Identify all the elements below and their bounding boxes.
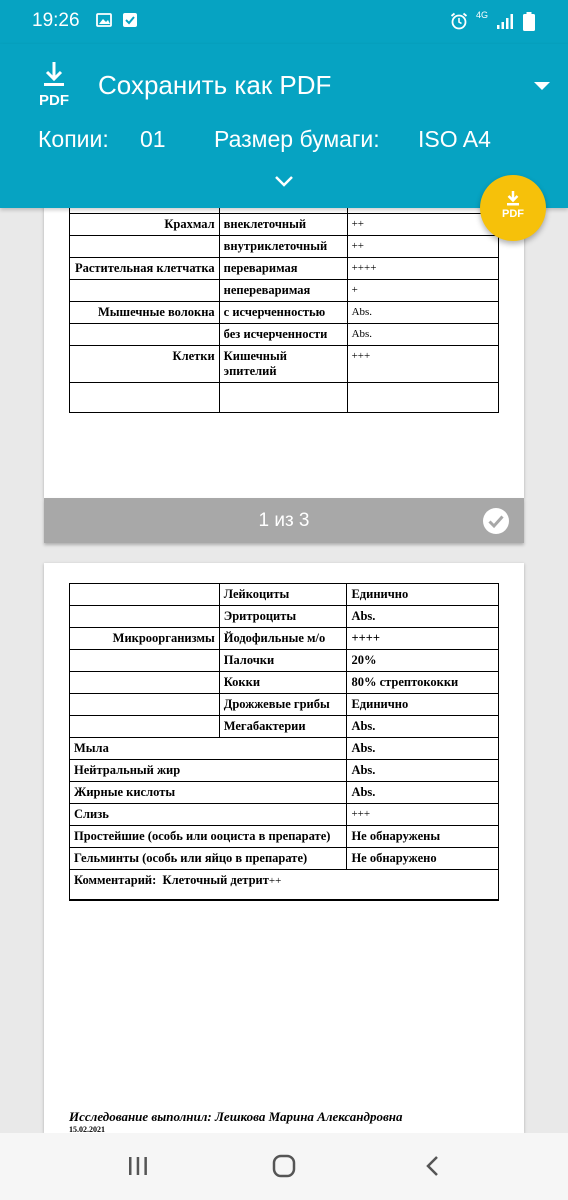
parameter-cell: переваримая xyxy=(219,258,347,280)
category-cell xyxy=(70,324,220,346)
download-icon xyxy=(505,190,521,206)
table-row xyxy=(70,694,499,716)
pdf-logo-text: PDF xyxy=(39,92,69,108)
table-row xyxy=(70,848,499,870)
table-row xyxy=(70,280,499,302)
alarm-icon xyxy=(450,12,468,30)
category-cell: Растительная клетчатка xyxy=(70,258,220,280)
table-row xyxy=(70,302,499,324)
label-cell: Жирные кислоты xyxy=(70,782,347,804)
status-time: 19:26 xyxy=(32,10,80,31)
paper-size-value[interactable]: ISO A4 xyxy=(418,126,491,152)
battery-icon xyxy=(522,12,536,32)
category-cell xyxy=(70,584,220,606)
label-cell: Мыла xyxy=(70,738,347,760)
value-cell: Abs. xyxy=(347,716,499,738)
table-row xyxy=(70,258,499,280)
value-cell: Единично xyxy=(347,584,499,606)
recent-apps-icon[interactable] xyxy=(127,1155,149,1177)
category-cell: Клетки xyxy=(70,346,220,383)
value-cell: Abs. xyxy=(347,324,498,346)
parameter-cell: Мегабактерии xyxy=(219,716,347,738)
parameter-cell: непереваримая xyxy=(219,280,347,302)
value-cell: ++ xyxy=(347,236,498,258)
paper-size-label: Размер бумаги: xyxy=(214,126,380,152)
value-cell: 80% стрептококки xyxy=(347,672,499,694)
table-row xyxy=(70,236,499,258)
table-row xyxy=(70,324,499,346)
back-icon[interactable] xyxy=(424,1155,442,1177)
results-table-page2 xyxy=(69,583,499,901)
page-selector-bar[interactable] xyxy=(44,498,524,543)
value-cell: ++ xyxy=(347,214,498,236)
value-cell: Abs. xyxy=(347,782,499,804)
parameter-cell: Палочки xyxy=(219,650,347,672)
parameter-cell: Эритроциты xyxy=(219,606,347,628)
navigation-bar xyxy=(0,1133,568,1200)
category-cell xyxy=(70,236,220,258)
category-cell: Крахмал xyxy=(70,214,220,236)
label-cell: Простейшие (особь или ооциста в препарате) xyxy=(70,826,347,848)
network-type: 4G xyxy=(476,10,489,20)
parameter-cell: Лейкоциты xyxy=(219,584,347,606)
check-circle-icon[interactable] xyxy=(482,507,510,535)
value-cell: Не обнаружено xyxy=(347,848,499,870)
comment-suffix: ++ xyxy=(268,875,282,887)
copies-value[interactable]: 01 xyxy=(140,126,166,152)
app-bar xyxy=(0,44,568,208)
status-bar xyxy=(0,0,568,44)
label-cell: Гельминты (особь или яйцо в препарате) xyxy=(70,848,347,870)
value-cell: +++ xyxy=(347,346,498,383)
parameter-cell: без исчерченности xyxy=(219,324,347,346)
fab-label: PDF xyxy=(502,208,524,220)
chevron-down-icon[interactable] xyxy=(273,174,295,188)
empty-cell xyxy=(70,383,220,413)
caret-down-icon[interactable] xyxy=(532,80,552,92)
comment-row xyxy=(70,870,499,900)
app-title: Сохранить как PDF xyxy=(98,70,332,100)
table-row xyxy=(70,738,499,760)
parameter-cell: Кокки xyxy=(219,672,347,694)
category-cell: Мышечные волокна xyxy=(70,302,220,324)
gallery-icon xyxy=(96,12,112,28)
value-cell: ++++ xyxy=(347,258,498,280)
page-preview-2[interactable] xyxy=(44,563,524,1133)
comment-value: Клеточный детрит xyxy=(162,873,269,887)
empty-cell xyxy=(219,383,347,413)
table-row xyxy=(70,760,499,782)
task-check-icon xyxy=(122,12,138,28)
value-cell: Abs. xyxy=(347,302,498,324)
signature-label: Исследование выполнил: xyxy=(69,1109,212,1124)
value-cell: +++ xyxy=(347,804,499,826)
comment-cell xyxy=(70,870,499,900)
category-cell xyxy=(70,672,220,694)
signature-date: 15.02.2021 xyxy=(69,1125,105,1133)
table-row xyxy=(70,826,499,848)
table-row xyxy=(70,214,499,236)
table-row xyxy=(70,606,499,628)
label-cell: Нейтральный жир xyxy=(70,760,347,782)
value-cell: ++++ xyxy=(347,628,499,650)
value-cell: Abs. xyxy=(347,606,499,628)
signature-line xyxy=(69,1109,403,1125)
table-row xyxy=(70,650,499,672)
table-row xyxy=(70,716,499,738)
signature-name: Лешкова Марина Александровна xyxy=(215,1109,403,1124)
category-cell xyxy=(70,650,220,672)
value-cell: Abs. xyxy=(347,738,499,760)
category-cell: Микроорганизмы xyxy=(70,628,220,650)
pdf-download-icon xyxy=(36,60,72,108)
table-row xyxy=(70,346,499,383)
value-cell: Единично xyxy=(347,694,499,716)
value-cell: 20% xyxy=(347,650,499,672)
parameter-cell: Йодофильные м/о xyxy=(219,628,347,650)
parameter-cell: внутриклеточный xyxy=(219,236,347,258)
table-row xyxy=(70,383,499,413)
page-counter: 1 из 3 xyxy=(258,510,310,531)
value-cell: Не обнаружены xyxy=(347,826,499,848)
signal-icon xyxy=(496,12,514,30)
label-cell: Слизь xyxy=(70,804,347,826)
save-pdf-button[interactable] xyxy=(480,175,546,241)
value-cell: Abs. xyxy=(347,760,499,782)
table-row xyxy=(70,584,499,606)
home-icon[interactable] xyxy=(272,1154,296,1178)
category-cell xyxy=(70,606,220,628)
results-table-page1 xyxy=(69,206,499,413)
category-cell xyxy=(70,716,220,738)
page-preview-1[interactable] xyxy=(44,190,524,498)
table-row xyxy=(70,804,499,826)
empty-cell xyxy=(347,383,498,413)
copies-label: Копии: xyxy=(38,126,109,152)
category-cell xyxy=(70,280,220,302)
table-row xyxy=(70,672,499,694)
table-row xyxy=(70,628,499,650)
comment-label: Комментарий: xyxy=(74,873,157,887)
parameter-cell: Кишечный эпителий xyxy=(219,346,347,383)
parameter-cell: с исчерченностью xyxy=(219,302,347,324)
parameter-cell: внеклеточный xyxy=(219,214,347,236)
table-row xyxy=(70,782,499,804)
category-cell xyxy=(70,694,220,716)
parameter-cell: Дрожжевые грибы xyxy=(219,694,347,716)
value-cell: + xyxy=(347,280,498,302)
